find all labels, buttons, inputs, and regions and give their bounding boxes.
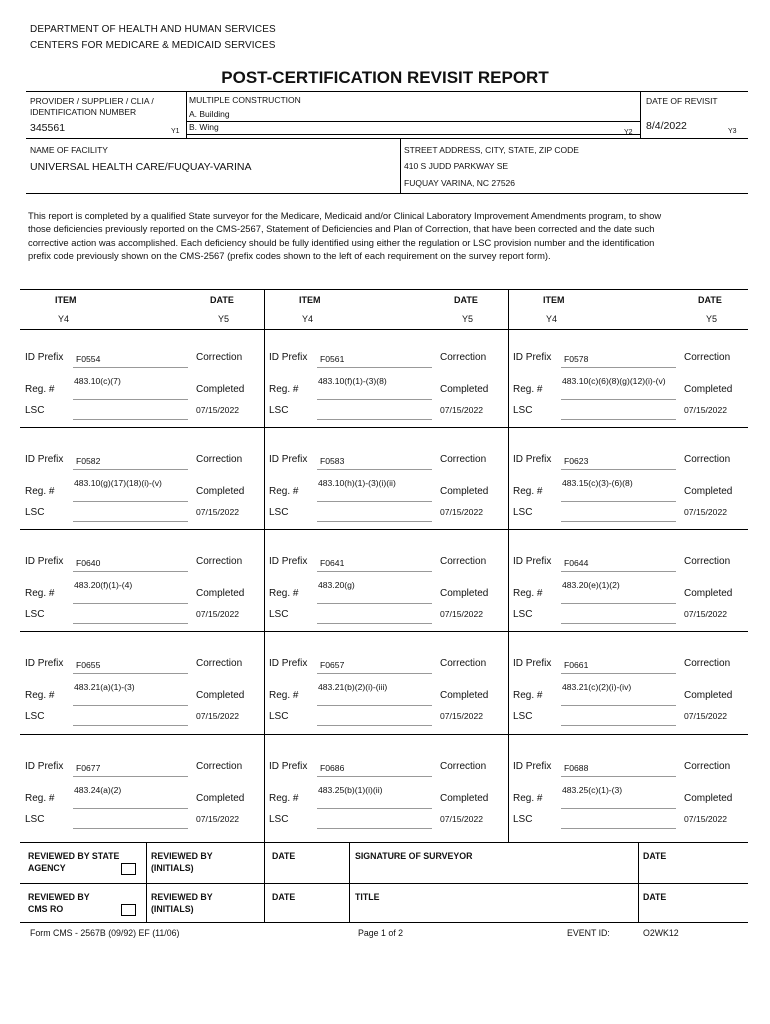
id-prefix-value: F0644 bbox=[564, 558, 589, 568]
reg-label: Reg. # bbox=[269, 690, 299, 701]
id-prefix-label: ID Prefix bbox=[513, 658, 552, 669]
completed-label: Completed bbox=[196, 690, 245, 701]
lsc-label: LSC bbox=[25, 609, 45, 620]
reg-number-value: 483.10(c)(6)(8)(g)(12)(i)-(v) bbox=[562, 376, 666, 386]
date-label-1: DATE bbox=[272, 851, 296, 861]
table-col-divider-1 bbox=[264, 289, 265, 842]
col-item-code: Y4 bbox=[58, 314, 70, 324]
facility-label: NAME OF FACILITY bbox=[30, 145, 108, 155]
department-heading: DEPARTMENT OF HEALTH AND HUMAN SERVICES bbox=[30, 24, 276, 35]
id-prefix-value: F0554 bbox=[76, 354, 101, 364]
id-prefix-label: ID Prefix bbox=[269, 658, 308, 669]
reg-label: Reg. # bbox=[25, 486, 55, 497]
reg-label: Reg. # bbox=[269, 793, 299, 804]
col-item-code: Y4 bbox=[302, 314, 314, 324]
reg-underline bbox=[73, 603, 188, 604]
lsc-label: LSC bbox=[25, 507, 45, 518]
reg-label: Reg. # bbox=[513, 793, 543, 804]
deficiency-cell bbox=[513, 447, 751, 527]
id-prefix-underline bbox=[317, 367, 432, 368]
reg-underline bbox=[561, 399, 676, 400]
reg-label: Reg. # bbox=[269, 486, 299, 497]
completed-date: 07/15/2022 bbox=[440, 814, 484, 824]
footer-divider-2 bbox=[264, 842, 265, 922]
id-prefix-underline bbox=[317, 469, 432, 470]
completed-label: Completed bbox=[440, 793, 489, 804]
completed-date: 07/15/2022 bbox=[440, 711, 484, 721]
lsc-underline bbox=[73, 725, 188, 726]
completed-label: Completed bbox=[684, 690, 733, 701]
deficiency-cell bbox=[269, 651, 507, 731]
cms-ro-checkbox[interactable] bbox=[121, 904, 136, 916]
id-prefix-value: F0561 bbox=[320, 354, 345, 364]
completed-label: Completed bbox=[684, 384, 733, 395]
completed-label: Completed bbox=[440, 384, 489, 395]
form-number: Form CMS - 2567B (09/92) EF (11/06) bbox=[30, 928, 180, 938]
reg-number-value: 483.20(f)(1)-(4) bbox=[74, 580, 133, 590]
correction-label: Correction bbox=[440, 761, 487, 772]
correction-label: Correction bbox=[196, 556, 243, 567]
reviewed-state-agency: REVIEWED BY STATE AGENCY bbox=[28, 851, 120, 873]
construction-building: A. Building bbox=[189, 109, 230, 119]
reg-underline bbox=[317, 705, 432, 706]
completed-date: 07/15/2022 bbox=[684, 711, 728, 721]
id-prefix-label: ID Prefix bbox=[25, 761, 64, 772]
reg-number-value: 483.10(c)(7) bbox=[74, 376, 121, 386]
reg-number-value: 483.10(f)(1)-(3)(8) bbox=[318, 376, 387, 386]
construction-label: MULTIPLE CONSTRUCTION bbox=[189, 95, 301, 105]
col-date-header: DATE bbox=[454, 295, 478, 305]
reg-underline bbox=[317, 808, 432, 809]
facility-name: UNIVERSAL HEALTH CARE/FUQUAY-VARINA bbox=[30, 161, 252, 173]
deficiency-cell bbox=[269, 549, 507, 629]
reg-label: Reg. # bbox=[25, 690, 55, 701]
correction-label: Correction bbox=[440, 556, 487, 567]
correction-label: Correction bbox=[196, 454, 243, 465]
completed-date: 07/15/2022 bbox=[684, 507, 728, 517]
completed-label: Completed bbox=[196, 486, 245, 497]
reviewed-cms-ro: REVIEWED BY CMS RO bbox=[28, 892, 90, 914]
construction-rule-a bbox=[187, 121, 640, 122]
table-col-divider-2 bbox=[508, 289, 509, 842]
lsc-underline bbox=[561, 419, 676, 420]
lsc-underline bbox=[561, 623, 676, 624]
id-prefix-value: F0677 bbox=[76, 763, 101, 773]
table-header-rule bbox=[20, 329, 748, 330]
lsc-underline bbox=[561, 828, 676, 829]
deficiency-cell bbox=[25, 754, 263, 834]
box-bottom-rule bbox=[26, 193, 748, 194]
col-date-code: Y5 bbox=[462, 314, 474, 324]
box-divider-3 bbox=[400, 138, 401, 193]
id-prefix-label: ID Prefix bbox=[269, 352, 308, 363]
reg-label: Reg. # bbox=[513, 690, 543, 701]
id-prefix-underline bbox=[73, 367, 188, 368]
date-label-4: DATE bbox=[643, 892, 667, 902]
deficiency-cell bbox=[25, 345, 263, 425]
lsc-underline bbox=[73, 419, 188, 420]
box-divider-1 bbox=[186, 91, 187, 138]
reg-number-value: 483.10(g)(17)(18)(i)-(v) bbox=[74, 478, 162, 488]
correction-label: Correction bbox=[196, 658, 243, 669]
reg-label: Reg. # bbox=[25, 384, 55, 395]
reg-label: Reg. # bbox=[513, 384, 543, 395]
reg-number-value: 483.25(b)(1)(i)(ii) bbox=[318, 785, 383, 795]
reg-label: Reg. # bbox=[25, 793, 55, 804]
col-item-code: Y4 bbox=[546, 314, 558, 324]
deficiency-cell bbox=[513, 345, 751, 425]
reg-underline bbox=[73, 705, 188, 706]
row-separator bbox=[20, 529, 748, 530]
id-prefix-underline bbox=[317, 776, 432, 777]
centers-heading: CENTERS FOR MEDICARE & MEDICAID SERVICES bbox=[30, 40, 276, 51]
reg-underline bbox=[317, 501, 432, 502]
lsc-label: LSC bbox=[269, 711, 289, 722]
row-separator bbox=[20, 427, 748, 428]
col-date-code: Y5 bbox=[706, 314, 718, 324]
id-prefix-underline bbox=[561, 673, 676, 674]
reg-label: Reg. # bbox=[513, 486, 543, 497]
id-prefix-label: ID Prefix bbox=[25, 658, 64, 669]
page-title: POST-CERTIFICATION REVISIT REPORT bbox=[221, 68, 549, 87]
correction-label: Correction bbox=[684, 352, 731, 363]
lsc-underline bbox=[561, 725, 676, 726]
reg-number-value: 483.10(h)(1)-(3)(i)(ii) bbox=[318, 478, 396, 488]
completed-date: 07/15/2022 bbox=[196, 405, 240, 415]
reg-number-value: 483.20(e)(1)(2) bbox=[562, 580, 620, 590]
page-number: Page 1 of 2 bbox=[358, 928, 403, 938]
lsc-underline bbox=[317, 828, 432, 829]
lsc-label: LSC bbox=[269, 507, 289, 518]
lsc-underline bbox=[73, 828, 188, 829]
lsc-label: LSC bbox=[25, 711, 45, 722]
provider-number: 345561 bbox=[30, 122, 66, 134]
correction-label: Correction bbox=[196, 761, 243, 772]
completed-label: Completed bbox=[684, 588, 733, 599]
id-prefix-label: ID Prefix bbox=[25, 556, 64, 567]
footer-bottom-rule bbox=[20, 922, 748, 923]
correction-label: Correction bbox=[684, 556, 731, 567]
box-mid-rule bbox=[26, 138, 748, 139]
reviewed-initials-2: REVIEWED BY (INITIALS) bbox=[151, 892, 213, 914]
provider-code: Y1 bbox=[171, 128, 180, 135]
col-date-header: DATE bbox=[698, 295, 722, 305]
correction-label: Correction bbox=[440, 454, 487, 465]
completed-label: Completed bbox=[196, 793, 245, 804]
id-prefix-underline bbox=[561, 776, 676, 777]
deficiency-cell bbox=[269, 447, 507, 527]
lsc-label: LSC bbox=[269, 405, 289, 416]
completed-date: 07/15/2022 bbox=[196, 507, 240, 517]
id-prefix-label: ID Prefix bbox=[269, 761, 308, 772]
date-label-3: DATE bbox=[272, 892, 296, 902]
lsc-label: LSC bbox=[513, 405, 533, 416]
completed-date: 07/15/2022 bbox=[684, 814, 728, 824]
lsc-underline bbox=[317, 725, 432, 726]
lsc-underline bbox=[317, 419, 432, 420]
row-separator bbox=[20, 631, 748, 632]
provider-label-2: IDENTIFICATION NUMBER bbox=[30, 107, 137, 117]
reg-label: Reg. # bbox=[25, 588, 55, 599]
correction-label: Correction bbox=[440, 658, 487, 669]
id-prefix-value: F0582 bbox=[76, 456, 101, 466]
lsc-label: LSC bbox=[25, 814, 45, 825]
footer-divider-1 bbox=[146, 842, 147, 922]
signature-label: SIGNATURE OF SURVEYOR bbox=[355, 851, 473, 861]
correction-label: Correction bbox=[196, 352, 243, 363]
id-prefix-underline bbox=[561, 367, 676, 368]
col-item-header: ITEM bbox=[55, 295, 77, 305]
reg-number-value: 483.20(g) bbox=[318, 580, 355, 590]
id-prefix-value: F0583 bbox=[320, 456, 345, 466]
id-prefix-underline bbox=[317, 673, 432, 674]
id-prefix-value: F0686 bbox=[320, 763, 345, 773]
completed-label: Completed bbox=[196, 588, 245, 599]
id-prefix-label: ID Prefix bbox=[513, 454, 552, 465]
col-date-code: Y5 bbox=[218, 314, 230, 324]
reg-underline bbox=[561, 501, 676, 502]
correction-label: Correction bbox=[440, 352, 487, 363]
id-prefix-value: F0640 bbox=[76, 558, 101, 568]
revisit-label: DATE OF REVISIT bbox=[646, 96, 718, 106]
id-prefix-underline bbox=[317, 571, 432, 572]
date-label-2: DATE bbox=[643, 851, 667, 861]
lsc-label: LSC bbox=[269, 609, 289, 620]
revisit-date: 8/4/2022 bbox=[646, 120, 687, 132]
footer-divider-4 bbox=[638, 842, 639, 922]
completed-date: 07/15/2022 bbox=[440, 507, 484, 517]
reg-underline bbox=[561, 808, 676, 809]
id-prefix-label: ID Prefix bbox=[269, 454, 308, 465]
id-prefix-label: ID Prefix bbox=[25, 454, 64, 465]
id-prefix-underline bbox=[73, 571, 188, 572]
col-item-header: ITEM bbox=[543, 295, 565, 305]
completed-label: Completed bbox=[440, 588, 489, 599]
completed-label: Completed bbox=[440, 690, 489, 701]
id-prefix-value: F0657 bbox=[320, 660, 345, 670]
completed-date: 07/15/2022 bbox=[440, 609, 484, 619]
event-id-label: EVENT ID: bbox=[567, 928, 610, 938]
id-prefix-value: F0688 bbox=[564, 763, 589, 773]
box-divider-2 bbox=[640, 91, 641, 138]
completed-date: 07/15/2022 bbox=[196, 711, 240, 721]
reg-underline bbox=[73, 501, 188, 502]
completed-date: 07/15/2022 bbox=[196, 609, 240, 619]
deficiency-cell bbox=[269, 754, 507, 834]
id-prefix-underline bbox=[73, 776, 188, 777]
row-separator bbox=[20, 734, 748, 735]
reg-label: Reg. # bbox=[513, 588, 543, 599]
lsc-label: LSC bbox=[513, 507, 533, 518]
reg-number-value: 483.24(a)(2) bbox=[74, 785, 122, 795]
completed-label: Completed bbox=[684, 793, 733, 804]
provider-label-1: PROVIDER / SUPPLIER / CLIA / bbox=[30, 96, 154, 106]
reg-underline bbox=[317, 399, 432, 400]
id-prefix-value: F0655 bbox=[76, 660, 101, 670]
lsc-underline bbox=[317, 623, 432, 624]
deficiency-cell bbox=[513, 754, 751, 834]
address-label: STREET ADDRESS, CITY, STATE, ZIP CODE bbox=[404, 145, 579, 155]
reg-number-value: 483.21(a)(1)-(3) bbox=[74, 682, 135, 692]
event-id-value: O2WK12 bbox=[643, 928, 679, 938]
lsc-label: LSC bbox=[513, 814, 533, 825]
reg-underline bbox=[561, 705, 676, 706]
completed-date: 07/15/2022 bbox=[440, 405, 484, 415]
deficiency-cell bbox=[513, 549, 751, 629]
id-prefix-underline bbox=[73, 469, 188, 470]
construction-wing: B. Wing bbox=[189, 122, 219, 132]
address-line-2: FUQUAY VARINA, NC 27526 bbox=[404, 178, 516, 188]
reg-number-value: 483.25(c)(1)-(3) bbox=[562, 785, 623, 795]
id-prefix-underline bbox=[73, 673, 188, 674]
id-prefix-value: F0641 bbox=[320, 558, 345, 568]
lsc-label: LSC bbox=[269, 814, 289, 825]
id-prefix-label: ID Prefix bbox=[25, 352, 64, 363]
col-item-header: ITEM bbox=[299, 295, 321, 305]
construction-rule-b bbox=[187, 134, 640, 135]
reg-number-value: 483.21(c)(2)(i)-(iv) bbox=[562, 682, 632, 692]
reg-underline bbox=[73, 808, 188, 809]
reg-underline bbox=[561, 603, 676, 604]
table-top-rule bbox=[20, 289, 748, 290]
id-prefix-underline bbox=[561, 469, 676, 470]
completed-date: 07/15/2022 bbox=[196, 814, 240, 824]
footer-divider-3 bbox=[349, 842, 350, 922]
intro-paragraph: This report is completed by a qualified State surveyor for the Medicare, Medicaid and/or Clinical Laboratory Improvement Amendments program, to show those deficiencies previously reported on the CMS-2567, Statement of Deficiencies and Plan of Correction, that have been corrected and the date such corrective action was accomplished. Each deficiency should be fully identified using either the regulation or LSC provision number and the identification prefix code previously shown on the CMS-2567 (prefix codes shown to the left of each requirement on the survey report form). bbox=[28, 210, 662, 262]
completed-label: Completed bbox=[196, 384, 245, 395]
id-prefix-value: F0661 bbox=[564, 660, 589, 670]
deficiency-cell bbox=[25, 447, 263, 527]
completed-label: Completed bbox=[684, 486, 733, 497]
completed-date: 07/15/2022 bbox=[684, 405, 728, 415]
deficiency-cell bbox=[25, 549, 263, 629]
lsc-underline bbox=[317, 521, 432, 522]
lsc-label: LSC bbox=[513, 711, 533, 722]
state-agency-checkbox[interactable] bbox=[121, 863, 136, 875]
reg-number-value: 483.15(c)(3)-(6)(8) bbox=[562, 478, 633, 488]
lsc-label: LSC bbox=[25, 405, 45, 416]
id-prefix-label: ID Prefix bbox=[513, 352, 552, 363]
deficiency-cell bbox=[269, 345, 507, 425]
reg-label: Reg. # bbox=[269, 384, 299, 395]
title-label: TITLE bbox=[355, 892, 380, 902]
lsc-label: LSC bbox=[513, 609, 533, 620]
reg-label: Reg. # bbox=[269, 588, 299, 599]
id-prefix-label: ID Prefix bbox=[269, 556, 308, 567]
id-prefix-value: F0578 bbox=[564, 354, 589, 364]
reg-underline bbox=[73, 399, 188, 400]
completed-date: 07/15/2022 bbox=[684, 609, 728, 619]
correction-label: Correction bbox=[684, 761, 731, 772]
deficiency-cell bbox=[513, 651, 751, 731]
lsc-underline bbox=[73, 521, 188, 522]
address-line-1: 410 S JUDD PARKWAY SE bbox=[404, 161, 509, 171]
id-prefix-value: F0623 bbox=[564, 456, 589, 466]
id-prefix-label: ID Prefix bbox=[513, 761, 552, 772]
correction-label: Correction bbox=[684, 658, 731, 669]
deficiency-cell bbox=[25, 651, 263, 731]
lsc-underline bbox=[561, 521, 676, 522]
reviewed-initials-1: REVIEWED BY (INITIALS) bbox=[151, 851, 213, 873]
lsc-underline bbox=[73, 623, 188, 624]
id-prefix-label: ID Prefix bbox=[513, 556, 552, 567]
construction-code: Y2 bbox=[624, 129, 633, 136]
reg-underline bbox=[317, 603, 432, 604]
reg-number-value: 483.21(b)(2)(i)-(iii) bbox=[318, 682, 388, 692]
id-prefix-underline bbox=[561, 571, 676, 572]
col-date-header: DATE bbox=[210, 295, 234, 305]
correction-label: Correction bbox=[684, 454, 731, 465]
revisit-code: Y3 bbox=[728, 128, 737, 135]
completed-label: Completed bbox=[440, 486, 489, 497]
